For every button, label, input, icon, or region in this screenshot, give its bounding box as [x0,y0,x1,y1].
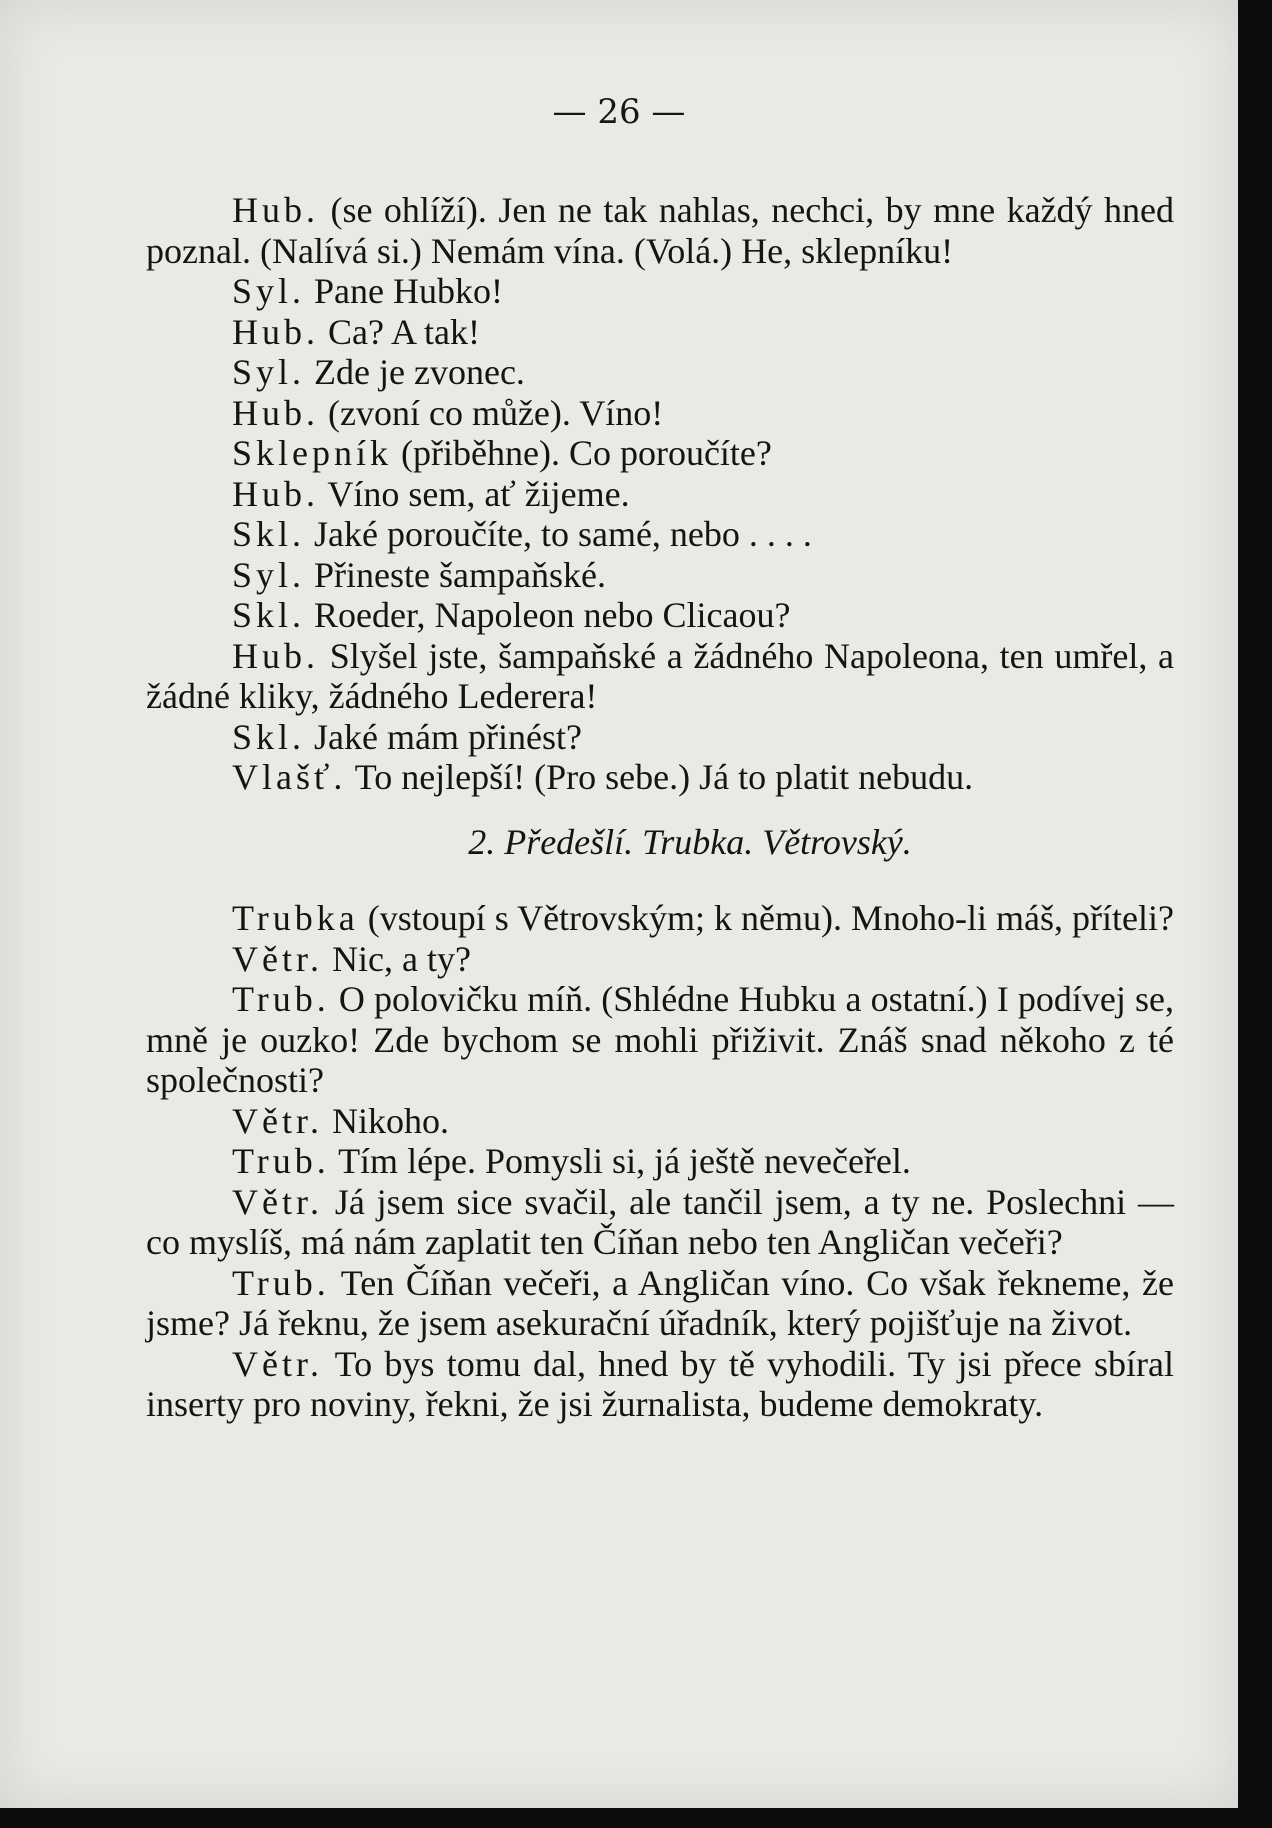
line-text: Přineste šampaňské. [305,554,606,595]
dialogue-line [146,514,1174,555]
line-text: Slyšel jste, šampaňské a žádného Napoleona, ten umřel, a žádné kliky, žádného Lederera! [146,635,1174,716]
scene-1-dialogue [146,190,1174,798]
speaker-name: Hub. [232,635,319,676]
dialogue-line [146,555,1174,596]
dialogue-line [146,939,1174,980]
scene-2-dialogue [146,898,1174,1425]
dialogue-line [146,1141,1174,1182]
dialogue-line [146,595,1174,636]
line-text: (přiběhne). Co poroučíte? [392,433,772,473]
line-text: Tím lépe. Pomysli si, já ještě nevečeřel. [329,1141,911,1181]
speaker-name: Hub. [232,473,319,514]
dialogue-line [146,474,1174,515]
speaker-name: Trub. [232,1262,330,1303]
scene-heading: 2. Předešlí. Trubka. Větrovský. [468,821,912,862]
dialogue-line [146,1344,1174,1425]
speaker-name: Syl. [232,271,306,311]
line-text: Ca? A tak! [319,311,480,352]
line-text: Víno sem, ať žijeme. [319,473,630,514]
speaker-name: Vlašť. [232,757,347,797]
page-number: — 26 — [552,92,686,132]
dialogue-line [146,636,1174,717]
dialogue-line [146,190,1174,271]
line-text: To bys tomu dal, hned by tě vyhodili. Ty jsi přece sbíral inserty pro noviny, řekni, že jsi žurnalista, budeme demokraty. [146,1343,1174,1424]
speaker-name: Syl. [232,554,306,595]
line-text: Nic, a ty? [322,938,471,979]
dialogue-line [146,1182,1174,1263]
line-text: Já jsem sice svačil, ale tančil jsem, a ty ne. Poslechni — co myslíš, má nám zaplatit ten Číňan nebo ten Angličan večeři? [146,1181,1174,1262]
speaker-name: Sklepník [232,433,393,473]
line-text: Jaké mám přinést? [305,716,582,757]
speaker-name: Trub. [232,1141,330,1181]
line-text: (se ohlíží). Jen ne tak nahlas, nechci, by mne každý hned poznal. (Nalívá si.) Nemám vína. (Volá.) He, sklepníku! [146,190,1174,271]
speaker-name: Trub. [232,979,330,1019]
dialogue-line [146,271,1174,312]
line-text: Jaké poroučíte, to samé, nebo . . . . [305,514,812,554]
play-text [146,190,1174,1425]
line-text: Roeder, Napoleon nebo Clicaou? [305,595,791,635]
dialogue-line [146,312,1174,353]
dialogue-line [146,898,1174,939]
dialogue-line [146,717,1174,758]
line-text: (vstoupí s Větrovským; k němu). Mnoho-li máš, příteli? [358,898,1174,938]
speaker-name: Hub. [232,392,319,433]
speaker-name: Větr. [232,1343,323,1384]
line-text: Pane Hubko! [305,271,503,311]
line-text: Zde je zvonec. [305,352,525,392]
dialogue-line [146,757,1174,798]
speaker-name: Trubka [232,898,359,938]
speaker-name: Větr. [232,1181,323,1222]
dialogue-line [146,433,1174,474]
dialogue-line [146,1263,1174,1344]
line-text: Nikoho. [322,1100,449,1141]
line-text: Ten Číňan večeři, a Angličan víno. Co však řekneme, že jsme? Já řeknu, že jsem asekurační úřadník, který pojišťuje na život. [146,1262,1174,1343]
speaker-name: Skl. [232,514,306,554]
speaker-name: Hub. [232,190,319,230]
line-text: O polovičku míň. (Shlédne Hubku a ostatní.) I podívej se, mně je ouzko! Zde bychom se mohli přiživit. Znáš snad někoho z té společnosti? [146,979,1174,1100]
dialogue-line [146,352,1174,393]
speaker-name: Skl. [232,716,306,757]
dialogue-line [146,1101,1174,1142]
speaker-name: Skl. [232,595,306,635]
line-text: To nejlepší! (Pro sebe.) Já to platit nebudu. [346,757,974,797]
dialogue-line [146,393,1174,434]
line-text: (zvoní co může). Víno! [319,392,664,433]
speaker-name: Větr. [232,1100,323,1141]
dialogue-line [146,979,1174,1101]
speaker-name: Syl. [232,352,306,392]
speaker-name: Hub. [232,311,319,352]
speaker-name: Větr. [232,938,323,979]
